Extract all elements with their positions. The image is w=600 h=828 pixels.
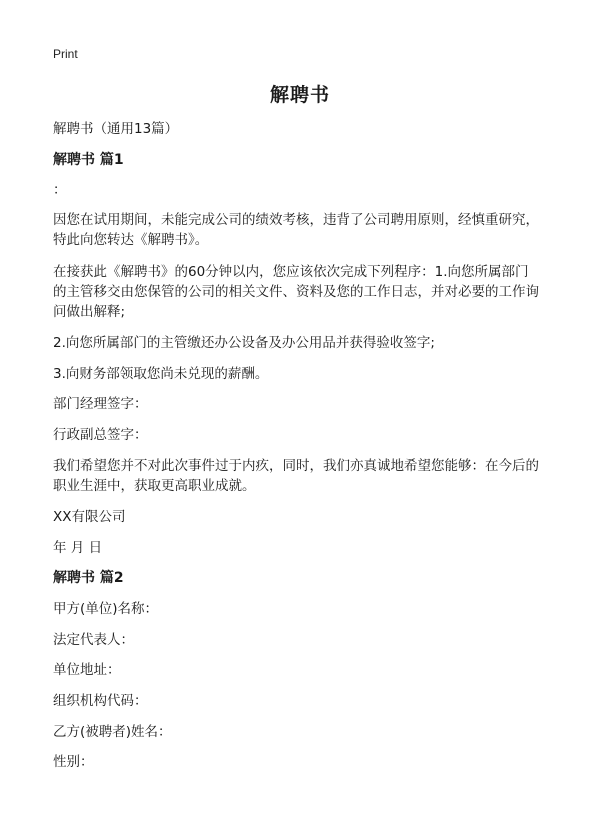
paragraph-line: 在接获此《解聘书》的60分钟以内，您应该依次完成下列程序：1.向您所属部门 [53, 264, 529, 280]
paragraph-line: 2.向您所属部门的主管缴还办公设备及办公用品并获得验收签字; [53, 335, 435, 351]
field-label: 甲方(单位)名称： [53, 601, 159, 617]
field-label: 性别： [53, 754, 94, 770]
section-heading-2: 解聘书 篇2 [53, 570, 124, 586]
paragraph-line: 我们希望您并不对此次事件过于内疚，同时，我们亦真诚地希望您能够：在今后的 [53, 458, 539, 474]
document-subtitle: 解聘书（通用13篇） [53, 121, 179, 137]
signature-label-manager: 部门经理签字： [53, 396, 148, 412]
paragraph-line: 特此向您转达《解聘书》。 [53, 232, 209, 248]
field-label: 单位地址： [53, 662, 121, 678]
field-label: 法定代表人： [53, 632, 134, 648]
paragraph-line: 问做出解释; [53, 304, 126, 320]
paragraph-line: 职业生涯中，获取更高职业成就。 [53, 478, 256, 494]
page-title: 解聘书 [269, 84, 330, 106]
field-label: 乙方(被聘者)姓名： [53, 724, 172, 740]
field-label: 组织机构代码： [53, 693, 148, 709]
paragraph-line: 3.向财务部领取您尚未兑现的薪酬。 [53, 366, 269, 382]
paragraph-line: 因您在试用期间，未能完成公司的绩效考核，违背了公司聘用原则，经慎重研究， [53, 212, 539, 228]
company-name: XX有限公司 [53, 509, 126, 525]
print-link[interactable]: Print [53, 47, 78, 61]
signature-label-vp: 行政副总签字： [53, 427, 148, 443]
section-heading-1: 解聘书 篇1 [53, 152, 124, 168]
date-line: 年 月 日 [53, 540, 103, 556]
salutation: ： [53, 182, 67, 198]
paragraph-line: 的主管移交由您保管的公司的相关文件、资料及您的工作日志，并对必要的工作询 [53, 284, 539, 300]
